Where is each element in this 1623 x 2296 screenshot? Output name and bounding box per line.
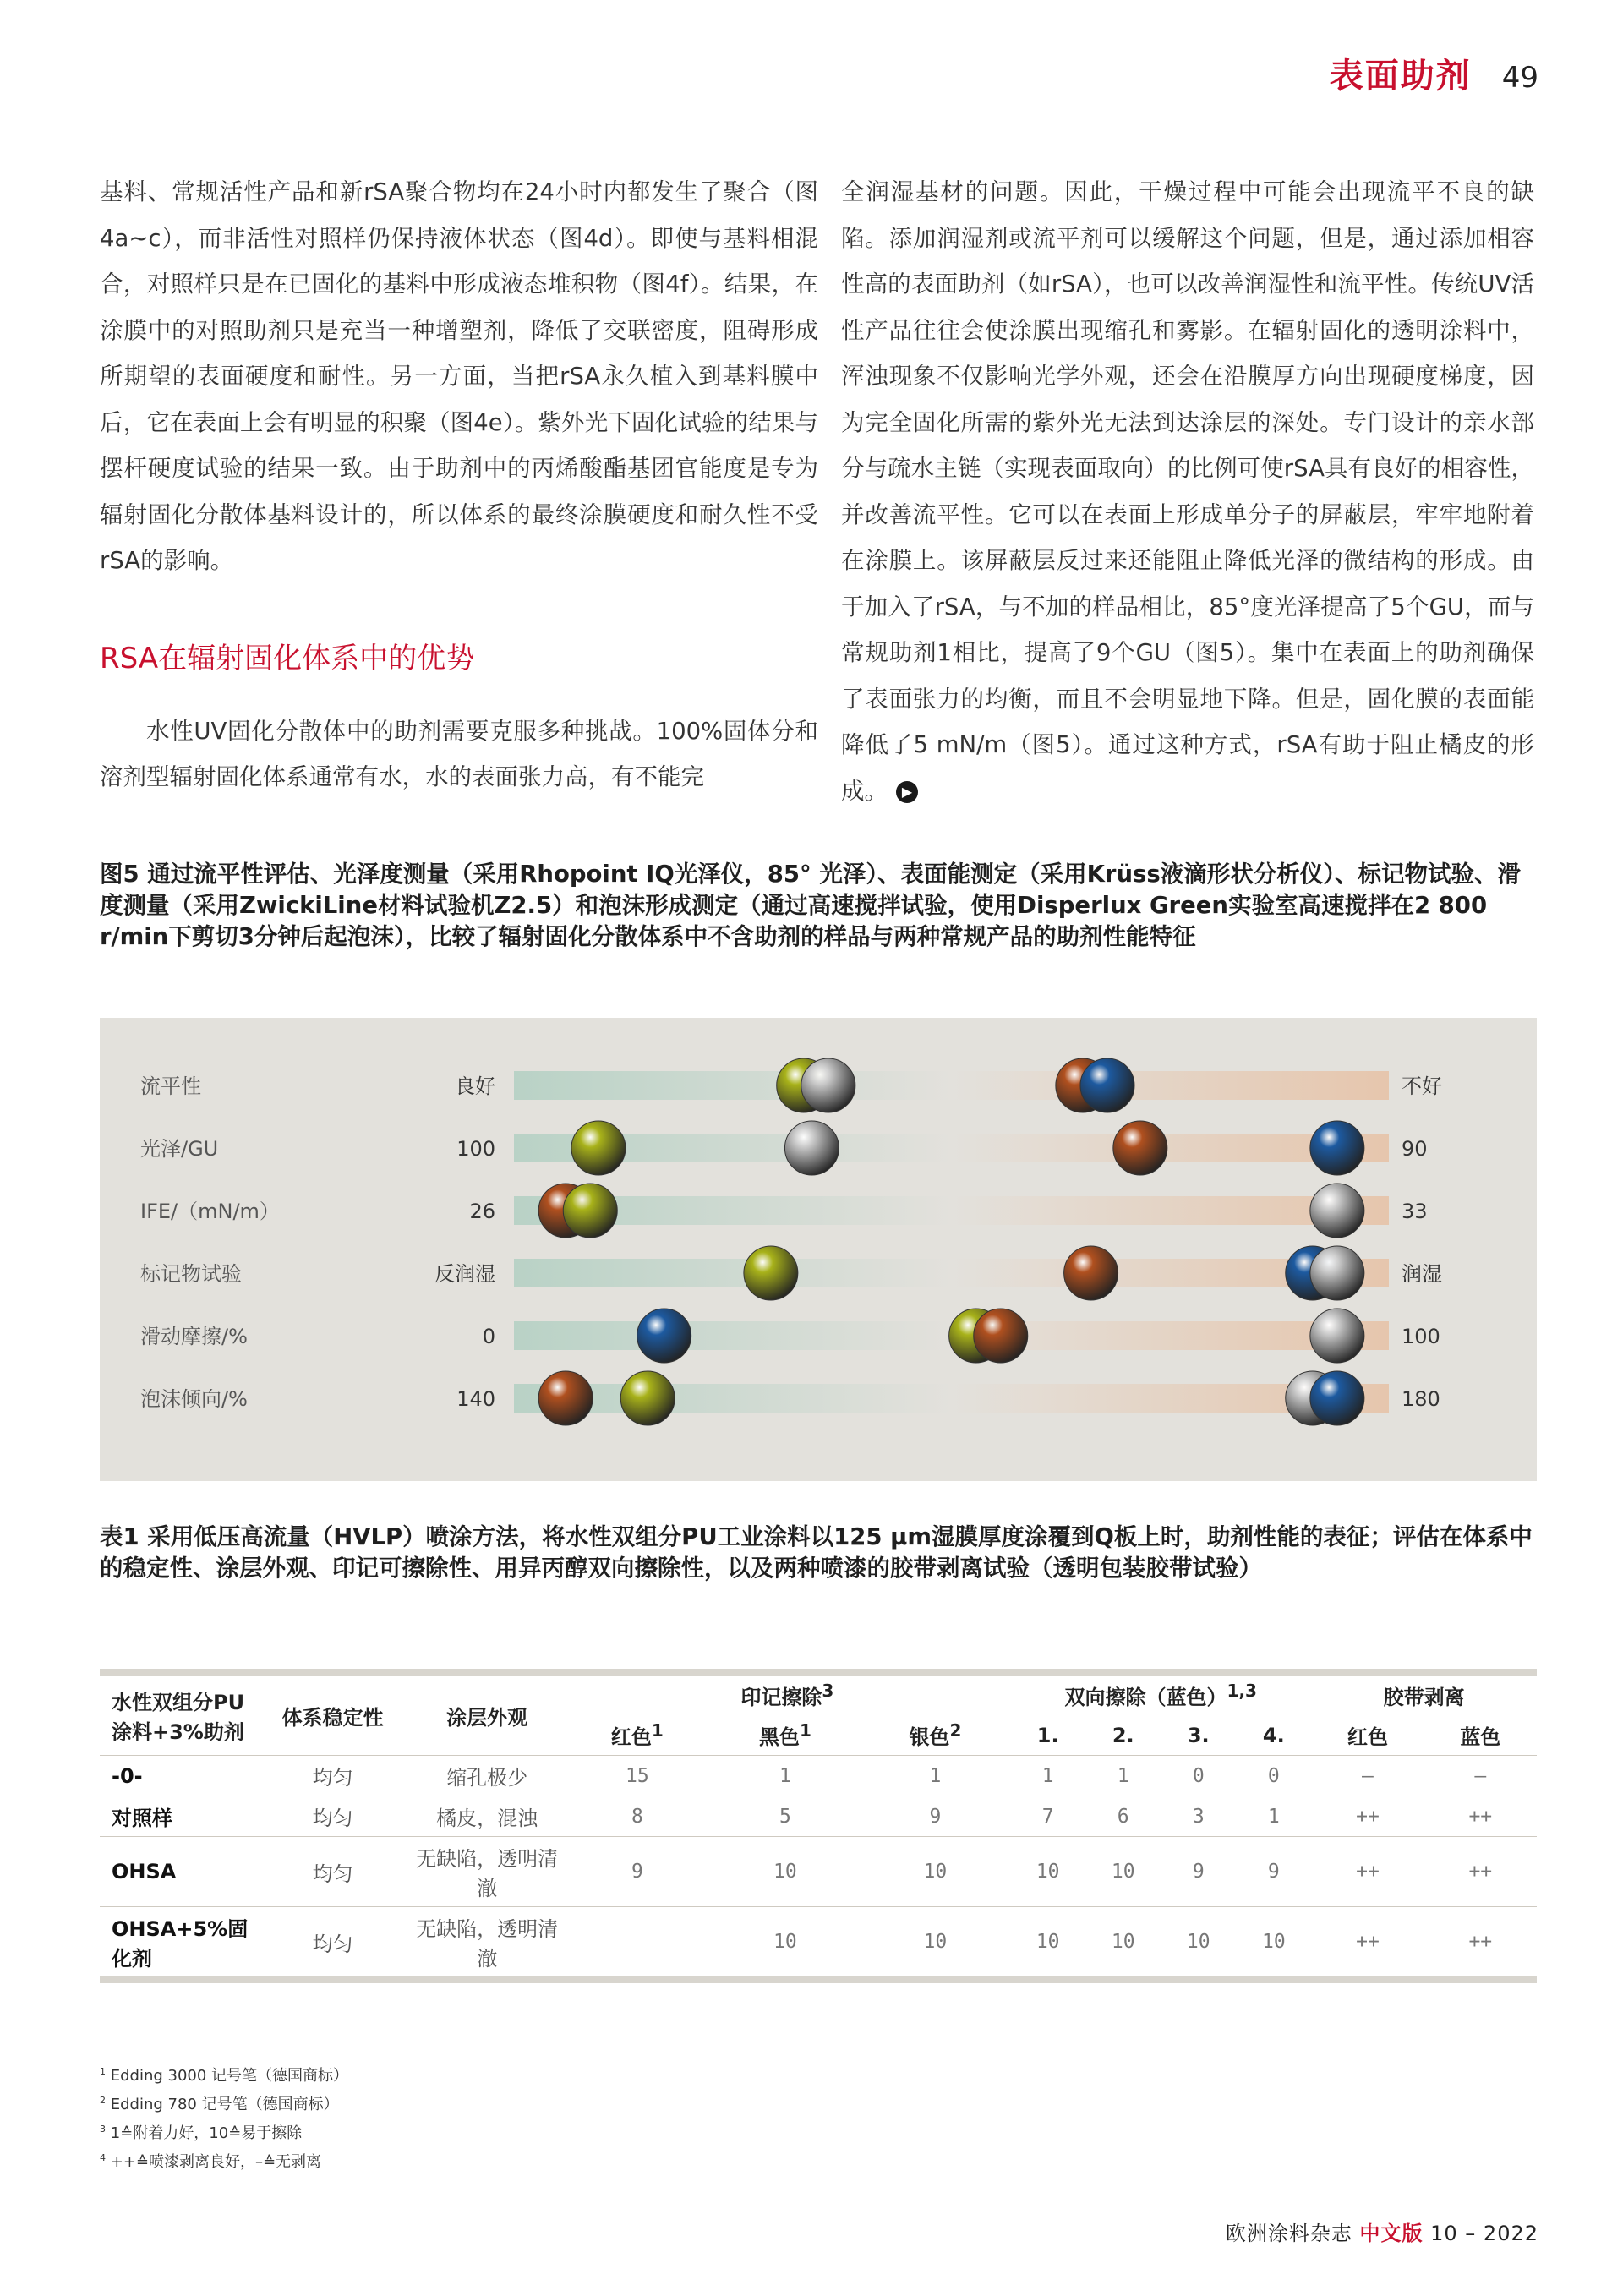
header-additive: 水性双组分PU涂料+3%助剂: [112, 1691, 245, 1744]
good-side-bar: [514, 1321, 952, 1350]
right-paragraph: [841, 169, 1534, 814]
marker-blue: [637, 1309, 691, 1363]
row-additive-name: OHSA: [100, 1837, 255, 1907]
left-column: [100, 169, 818, 801]
row-value-cell: 1: [1236, 1796, 1311, 1837]
row-value-cell: 10: [1010, 1907, 1085, 1977]
row-value-cell: 10: [1161, 1907, 1236, 1977]
marker-silver: [801, 1058, 855, 1112]
left-paragraph-1: 基料、常规活性产品和新rSA聚合物均在24小时内都发生了聚合（图4a~c），而非活性对照样仍保持液体状态（图4d）。即使与基料相混合，对照样只是在已固化的基料中形成液态堆积物（图4f）。结果，在涂膜中的对照助剂只是充当一种增塑剂，降低了交联密度，阻碍形成所期望的表面硬度和耐性。另一方面，当把rSA永久植入到基料膜中后，它在表面上会有明显的积聚（图4e）。紫外光下固化试验的结果与摆杆硬度试验的结果一致。由于助剂中的丙烯酸酯基团官能度是专为辐射固化分散体基料设计的，所以体系的最终涂膜硬度和耐久性不受rSA的影响。: [100, 178, 818, 574]
row-value-cell: 9: [1236, 1837, 1311, 1907]
header-tape-red: 红色: [1347, 1725, 1388, 1749]
page-footer: [1226, 2217, 1538, 2246]
marker-copper: [1113, 1121, 1167, 1175]
left-value-label: 反润湿: [434, 1262, 495, 1286]
right-column: [841, 169, 1534, 814]
table-row: [100, 1796, 1537, 1837]
marker-blue: [1080, 1058, 1134, 1112]
marker-yellow-green: [563, 1184, 617, 1238]
row-additive-name: OHSA+5%固化剂: [100, 1907, 255, 1977]
header-tape-blue: 蓝色: [1460, 1725, 1501, 1749]
header-red: 红色$^1$: [610, 1720, 664, 1749]
chart-svg: [100, 1018, 1537, 1481]
right-paragraph-text: 全润湿基材的问题。因此，干燥过程中可能会出现流平不良的缺陷。添加润湿剂或流平剂可以缓解这个问题，但是，通过添加相容性高的表面助剂（如rSA），也可以改善润湿性和流平性。传统UV活性产品往往会使涂膜出现缩孔和雾影。在辐射固化的透明涂料中，浑浊现象不仅影响光学外观，还会在沿膜厚方向出现硬度梯度，因为完全固化所需的紫外光无法到达涂层的深处。专门设计的亲水部分与疏水主链（实现表面取向）的比例可使rSA具有良好的相容性，并改善流平性。它可以在表面上形成单分子的屏蔽层，牢牢地附着在涂膜上。该屏蔽层反过来还能阻止降低光泽的微结构的形成。由于加入了rSA，与不加的样品相比，85°度光泽提高了5个GU，而与常规助剂1相比，提高了9个GU（图5）。集中在表面上的助剂确保了表面张力的均衡，而且不会明显地下降。但是，固化膜的表面能降低了5 mN/m（图5）。通过这种方式，rSA有助于阻止橘皮的形成。: [841, 178, 1534, 805]
footnote: $^3$ 1≙附着力好，10≙易于擦除: [100, 2124, 303, 2142]
marker-copper: [974, 1309, 1028, 1363]
row-value-cell: 10: [1085, 1907, 1161, 1977]
header-marker-erasure: 印记擦除$^3$: [740, 1681, 834, 1709]
row-value-cell: ++: [1311, 1907, 1424, 1977]
row-appearance: 无缺陷，透明清澈: [410, 1907, 565, 1977]
row-label: 泡沫倾向/%: [140, 1387, 248, 1411]
footnote: $^1$ Edding 3000 记号笔（德国商标）: [100, 2066, 349, 2085]
table-bottom-rule: [100, 1976, 1537, 1983]
row-value-cell: 10: [1010, 1837, 1085, 1907]
row-value-cell: ++: [1424, 1907, 1537, 1977]
right-value-label: 33: [1402, 1200, 1428, 1223]
header-rub-3: 3.: [1187, 1723, 1210, 1747]
figure-5-caption: 图5 通过流平性评估、光泽度测量（采用Rhopoint IQ光泽仪，85° 光泽）、表面能测定（采用Krüss液滴形状分析仪）、标记物试验、滑度测量（采用ZwickiLine材料试验机Z2.5）和泡沫形成测定（通过高速搅拌试验，使用Disperlux Green实验室高速搅拌在2 800 r/min下剪切3分钟后起泡沫），比较了辐射固化分散体系中不含助剂的样品与两种常规产品的助剂性能特征: [100, 861, 1522, 950]
row-stability: 均匀: [255, 1907, 409, 1977]
row-label: 滑动摩擦/%: [140, 1325, 248, 1348]
table-body: [100, 1756, 1537, 1977]
row-value-cell: ++: [1424, 1796, 1537, 1837]
row-appearance: 缩孔极少: [410, 1756, 565, 1796]
row-value-cell: ++: [1424, 1837, 1537, 1907]
row-stability: 均匀: [255, 1837, 409, 1907]
table-1-caption: 表1 采用低压高流量（HVLP）喷涂方法，将水性双组分PU工业涂料以125 μm湿膜厚度涂覆到Q板上时，助剂性能的表征；评估在体系中的稳定性、涂层外观、印记可擦除性、用异丙醇双向擦除性，以及两种喷漆的胶带剥离试验（透明包装胶带试验）: [100, 1523, 1533, 1582]
table-row: [100, 1756, 1537, 1796]
header-rub-4: 4.: [1262, 1723, 1285, 1747]
page-header: [1330, 49, 1538, 97]
good-side-bar: [514, 1259, 952, 1287]
header-appearance: 涂层外观: [446, 1705, 528, 1730]
row-label: 标记物试验: [140, 1262, 242, 1286]
marker-silver: [784, 1121, 839, 1175]
left-value-label: 100: [456, 1137, 495, 1161]
table-row: [100, 1907, 1537, 1977]
row-additive-name: -0-: [100, 1756, 255, 1796]
row-value-cell: 7: [1010, 1796, 1085, 1837]
header-black: 黑色$^1$: [758, 1720, 812, 1749]
row-value-cell: ++: [1311, 1796, 1424, 1837]
row-label: 光泽/GU: [140, 1137, 219, 1161]
footnote: $^2$ Edding 780 记号笔（德国商标）: [100, 2095, 339, 2113]
table-1-grid: [100, 1676, 1537, 1976]
row-appearance: 橘皮，混浊: [410, 1796, 565, 1837]
marker-yellow-green: [571, 1121, 626, 1175]
header-rub-2: 2.: [1112, 1723, 1134, 1747]
issue-number: 10 – 2022: [1430, 2222, 1538, 2245]
marker-yellow-green: [620, 1371, 675, 1425]
row-stability: 均匀: [255, 1756, 409, 1796]
good-side-bar: [514, 1071, 952, 1100]
figure-5-chart: [100, 1018, 1537, 1481]
row-additive-name: 对照样: [100, 1796, 255, 1837]
left-value-label: 26: [469, 1200, 495, 1223]
row-value-cell: 9: [565, 1837, 711, 1907]
row-value-cell: 0: [1161, 1756, 1236, 1796]
arrow-right-circle-icon: ▶: [896, 781, 918, 803]
row-value-cell: 5: [710, 1796, 861, 1837]
row-value-cell: 1: [1085, 1756, 1161, 1796]
right-value-label: 180: [1402, 1387, 1440, 1411]
row-value-cell: 10: [710, 1837, 861, 1907]
row-value-cell: 3: [1161, 1796, 1236, 1837]
footnote: $^4$ ++≙喷漆剥离良好，–≙无剥离: [100, 2152, 322, 2171]
right-value-label: 不好: [1402, 1074, 1442, 1098]
marker-silver: [1310, 1246, 1364, 1300]
row-value-cell: [565, 1907, 711, 1977]
header-rub-1: 1.: [1036, 1723, 1059, 1747]
row-value-cell: 10: [1236, 1907, 1311, 1977]
row-value-cell: 10: [1085, 1837, 1161, 1907]
row-value-cell: 9: [861, 1796, 1011, 1837]
edition-label: 中文版: [1359, 2222, 1424, 2245]
row-label: 流平性: [140, 1074, 201, 1098]
marker-copper: [1064, 1246, 1118, 1300]
row-value-cell: 1: [710, 1756, 861, 1796]
section-title: 表面助剂: [1329, 57, 1472, 96]
header-stability: 体系稳定性: [281, 1705, 384, 1730]
row-value-cell: 9: [1161, 1837, 1236, 1907]
row-appearance: 无缺陷，透明清澈: [410, 1837, 565, 1907]
table-top-rule: [100, 1669, 1537, 1676]
marker-blue: [1310, 1371, 1364, 1425]
right-value-label: 90: [1402, 1137, 1428, 1161]
row-value-cell: 1: [861, 1756, 1011, 1796]
row-value-cell: 15: [565, 1756, 711, 1796]
header-silver: 银色$^2$: [909, 1720, 962, 1749]
magazine-name: 欧洲涂料杂志: [1225, 2222, 1352, 2245]
section-heading: RSA在辐射固化体系中的优势: [100, 641, 475, 675]
left-paragraph-2: 水性UV固化分散体中的助剂需要克服多种挑战。100%固体分和溶剂型辐射固化体系通常有水，水的表面张力高，有不能完: [100, 717, 818, 790]
left-value-label: 良好: [455, 1074, 495, 1098]
row-value-cell: 10: [861, 1837, 1011, 1907]
table-row: [100, 1837, 1537, 1907]
header-double-rub: 双向擦除（蓝色）$^{1,3}$: [1064, 1681, 1257, 1709]
row-value-cell: 0: [1236, 1756, 1311, 1796]
row-label: IFE/（mN/m）: [140, 1200, 280, 1223]
table-1: [100, 1669, 1537, 1983]
row-value-cell: –: [1311, 1756, 1424, 1796]
row-value-cell: 6: [1085, 1796, 1161, 1837]
row-value-cell: 10: [710, 1907, 861, 1977]
row-value-cell: ++: [1311, 1837, 1424, 1907]
row-value-cell: –: [1424, 1756, 1537, 1796]
bad-side-bar: [952, 1071, 1390, 1100]
marker-yellow-green: [744, 1246, 798, 1300]
left-value-label: 0: [482, 1325, 495, 1348]
right-value-label: 100: [1402, 1325, 1440, 1348]
left-value-label: 140: [456, 1387, 495, 1411]
row-value-cell: 8: [565, 1796, 711, 1837]
row-value-cell: 10: [861, 1907, 1011, 1977]
marker-copper: [538, 1371, 593, 1425]
table-footnotes: [100, 2059, 348, 2174]
page-number: 49: [1501, 61, 1538, 95]
row-stability: 均匀: [255, 1796, 409, 1837]
header-tape-peel: 胶带剥离: [1383, 1686, 1465, 1709]
row-value-cell: 1: [1010, 1756, 1085, 1796]
marker-silver: [1310, 1309, 1364, 1363]
marker-silver: [1310, 1184, 1364, 1238]
marker-blue: [1310, 1121, 1364, 1175]
right-value-label: 润湿: [1402, 1262, 1442, 1286]
